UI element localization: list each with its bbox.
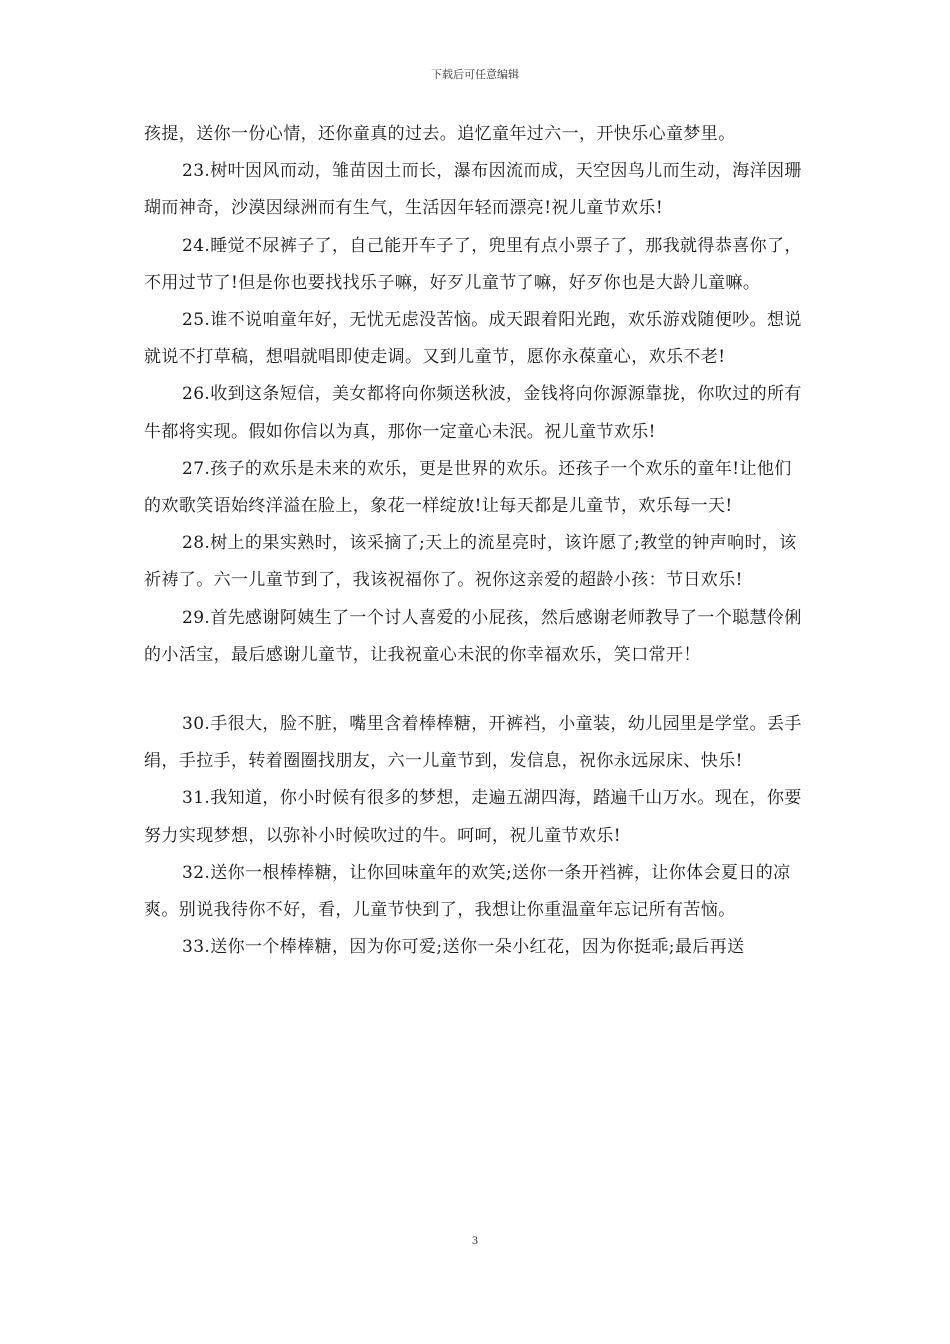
paragraph-33: 33.送你一个棒棒糖，因为你可爱;送你一朵小红花，因为你挺乖;最后再送 — [182, 937, 745, 958]
paragraph-23: 23.树叶因风而动，雏苗因土而长，瀑布因流而成，天空因鸟儿而生动，海洋因珊瑚而神奇，沙漠因绿洲而有生气，生活因年轻而漂亮!祝儿童节欢乐! — [144, 161, 802, 219]
paragraph-27: 27.孩子的欢乐是未来的欢乐，更是世界的欢乐。还孩子一个欢乐的童年!让他们的欢歌笑语始终洋溢在脸上，象花一样绽放!让每天都是儿童节，欢乐每一天! — [144, 458, 792, 517]
paragraph-32: 32.送你一根棒棒糖，让你回味童年的欢笑;送你一条开裆裤，让你体会夏日的凉爽。别说我待你不好，看，儿童节快到了，我想让你重温童年忘记所有苦恼。 — [144, 862, 791, 921]
page-number: 3 — [472, 1233, 478, 1247]
paragraph-30: 30.手很大，脸不脏，嘴里含着棒棒糖，开裤裆，小童装，幼儿园里是学堂。丢手绢，手拉手，转着圈圈找朋友，六一儿童节到，发信息，祝你永远尿床、快乐! — [144, 714, 802, 772]
paragraph-31: 31.我知道，你小时候有很多的梦想，走遍五湖四海，踏遍千山万水。现在，你要努力实现梦想，以弥补小时候吹过的牛。呵呵，祝儿童节欢乐! — [144, 788, 802, 846]
paragraph-28: 28.树上的果实熟时，该采摘了;天上的流星亮时，该许愿了;教堂的钟声响时，该祈祷了。六一儿童节到了，我该祝福你了。祝你这亲爱的超龄小孩：节日欢乐! — [144, 533, 797, 591]
blank-line — [144, 674, 808, 706]
paragraph-29: 29.首先感谢阿姨生了一个讨人喜爱的小屁孩，然后感谢老师教导了一个聪慧伶俐的小活宝，最后感谢儿童节，让我祝童心未泯的你幸福欢乐，笑口常开！ — [144, 607, 802, 665]
paragraph-24: 24.睡觉不尿裤子了，自己能开车子了，兜里有点小票子了，那我就得恭喜你了，不用过节了!但是你也要找找乐子嘛，好歹儿童节了嘛，好歹你也是大龄儿童嘛。 — [144, 235, 802, 293]
paragraph-26: 26.收到这条短信，美女都将向你频送秋波，金钱将向你源源靠拢，你吹过的所有牛都将实现。假如你信以为真，那你一定童心未泯。祝儿童节欢乐! — [144, 384, 802, 442]
paragraph-continuation: 孩提，送你一份心情，还你童真的过去。追忆童年过六一，开快乐心童梦里。 — [144, 124, 736, 144]
document-body — [144, 116, 808, 966]
paragraph-25: 25.谁不说咱童年好，无忧无虑没苦恼。成天跟着阳光跑，欢乐游戏随便吵。想说就说不打草稿，想唱就唱即使走调。又到儿童节，愿你永葆童心，欢乐不老! — [144, 310, 802, 368]
page-header: 下载后可任意编辑 — [431, 68, 519, 81]
